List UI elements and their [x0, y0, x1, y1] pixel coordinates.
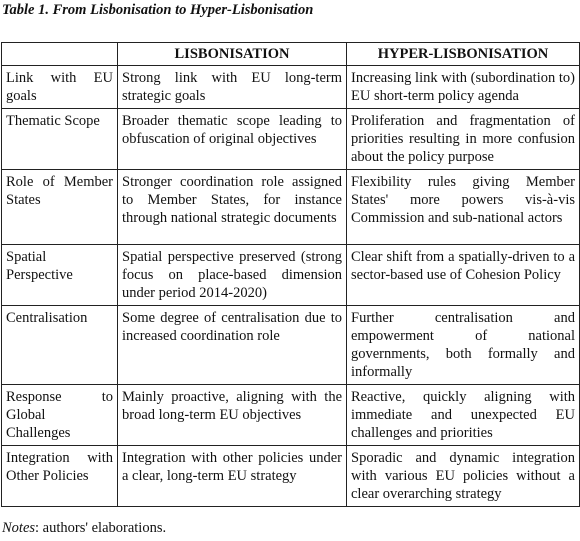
lisbonisation-cell: Spatial perspective preserved (strong focus on place-based dimension under period 2014-2020) [118, 245, 347, 306]
lisbonisation-cell: Mainly proactive, aligning with the broad long-term EU objectives [118, 385, 347, 446]
lisbonisation-cell: Strong link with EU long-term strategic goals [118, 66, 347, 109]
hyper-lisbonisation-cell: Further centralisation and empowerment of national governments, both formally and informally [347, 306, 580, 385]
lisbonisation-cell: Some degree of centralisation due to increased coordination role [118, 306, 347, 385]
row-label: Integration with Other Policies [2, 446, 118, 507]
row-label: Role of Member States [2, 170, 118, 245]
table-row [2, 66, 580, 109]
table-row [2, 446, 580, 507]
header-hyper-lisbonisation: HYPER-LISBONISATION [347, 43, 580, 66]
hyper-lisbonisation-cell: Reactive, quickly aligning with immediate and unexpected EU challenges and priorities [347, 385, 580, 446]
notes-label: Notes [2, 520, 36, 536]
hyper-lisbonisation-cell: Clear shift from a spatially-driven to a sector-based use of Cohesion Policy [347, 245, 580, 306]
table-row [2, 170, 580, 245]
row-label: Spatial Perspective [2, 245, 118, 306]
row-label: Link with EU goals [2, 66, 118, 109]
notes-text: : authors' elaborations. [35, 520, 167, 536]
header-row [2, 43, 580, 66]
table-caption: Table 1. From Lisbonisation to Hyper-Lisbonisation [2, 2, 314, 18]
lisbonisation-cell: Broader thematic scope leading to obfuscation of original objectives [118, 109, 347, 170]
row-label: Centralisation [2, 306, 118, 385]
row-label: Thematic Scope [2, 109, 118, 170]
table-notes [2, 520, 166, 537]
table-row [2, 245, 580, 306]
hyper-lisbonisation-cell: Proliferation and fragmentation of priorities resulting in more confusion about the policy purpose [347, 109, 580, 170]
table-row [2, 385, 580, 446]
hyper-lisbonisation-cell: Flexibility rules giving Member States' more powers vis-à-vis Commission and sub-national actors [347, 170, 580, 245]
lisbonisation-cell: Integration with other policies under a clear, long-term EU strategy [118, 446, 347, 507]
header-cell-empty [2, 43, 118, 66]
header-lisbonisation: LISBONISATION [118, 43, 347, 66]
table-row [2, 306, 580, 385]
comparison-table [1, 42, 580, 507]
hyper-lisbonisation-cell: Sporadic and dynamic integration with various EU policies without a clear overarching strategy [347, 446, 580, 507]
hyper-lisbonisation-cell: Increasing link with (subordination to) EU short-term policy agenda [347, 66, 580, 109]
lisbonisation-cell: Stronger coordination role assigned to Member States, for instance through national strategic documents [118, 170, 347, 245]
table-row [2, 109, 580, 170]
row-label: Response to Global Challenges [2, 385, 118, 446]
